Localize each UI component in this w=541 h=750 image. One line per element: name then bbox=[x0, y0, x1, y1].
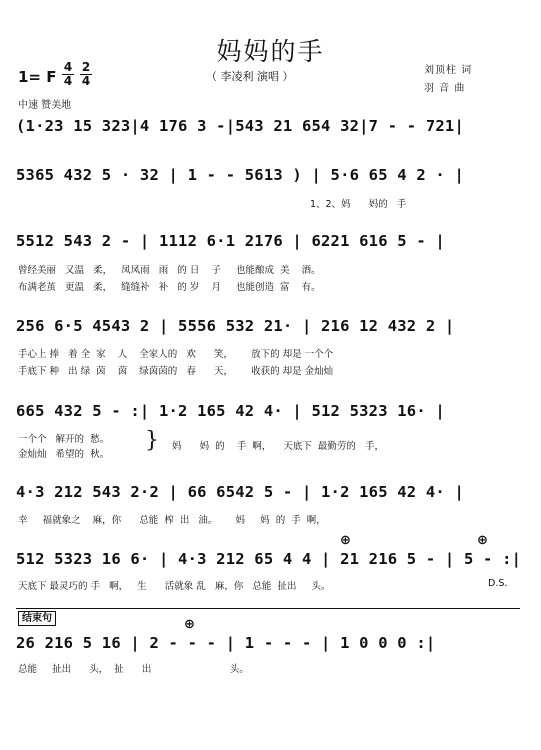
lyric-row-5c: 妈 妈 的 手 啊， 天底下 最勤劳的 手， bbox=[172, 441, 384, 452]
singer-credit: （ 李凌利 演唱 ） bbox=[206, 70, 294, 83]
song-title: 妈妈的手 bbox=[216, 37, 325, 66]
ds-marking: D.S. bbox=[488, 578, 508, 589]
lyric-row-8: 总能 扯出 头， 扯 出 头。 bbox=[18, 664, 249, 675]
lyric-row-4a: 手心上 捧 着 全 家 人 全家人的 欢 笑， 放下的 却是 一个个 bbox=[18, 349, 334, 360]
lyric-row-3b: 布满老茧 更温 柔， 缝缝补 补 的 岁 月 也能创造 富 有。 bbox=[18, 282, 321, 293]
lyric-row-5b: 金灿灿 希望的 秋。 bbox=[18, 449, 110, 460]
ending-divider bbox=[16, 608, 520, 609]
score-row-8: 26 216 5 16 | 2 - - - | 1 - - - | 1 0 0 0 :| bbox=[16, 634, 436, 652]
score-row-6: 4·3 212 543 2·2 | 66 6542 5 - | 1·2 165 42 4· | bbox=[16, 483, 464, 501]
coda-sign-3: ⊕ bbox=[184, 617, 195, 632]
composer-credit: 羽 音 曲 bbox=[424, 83, 466, 94]
lyric-row-3a: 曾经美丽 又温 柔， 凤凤雨 雨 的 日 子 也能酿成 美 酒。 bbox=[18, 265, 321, 276]
coda-sign-1: ⊕ bbox=[340, 533, 351, 548]
score-row-7: 512 5323 16 6· | 4·3 212 65 4 4 | 21 216 5 - | 5 - :| bbox=[16, 550, 522, 568]
score-row-3: 5512 543 2 - | 1112 6·1 2176 | 6221 616 5 - | bbox=[16, 232, 445, 250]
score-row-1: (1·23 15 323|4 176 3 -|543 21 654 32|7 - - 721| bbox=[16, 117, 464, 135]
time-signature-b: 2 4 bbox=[81, 60, 91, 88]
tempo-marking: 中速 赞美地 bbox=[18, 100, 72, 111]
lyric-row-6: 幸 福就象之 麻，你 总能 榨 出 油。 妈 妈 的 手 啊， bbox=[18, 515, 326, 526]
lyric-row-7: 天底下 最灵巧的 手 啊， 生 活就象 乱 麻，你 总能 扯出 头。 bbox=[18, 581, 331, 592]
lyric-row-2: 1、2、妈 妈的 手 bbox=[310, 199, 407, 210]
score-row-5: 665 432 5 - :| 1·2 165 42 4· | 512 5323 16· | bbox=[16, 402, 445, 420]
lyric-row-5a: 一个个 解开的 愁。 bbox=[18, 434, 110, 445]
verse-brace: } bbox=[145, 428, 159, 453]
lyric-row-4b: 手底下 种 出 绿 茵 茵 绿茵茵的 春 天， 收获的 却是 金灿灿 bbox=[18, 366, 334, 377]
key-signature: 1= F bbox=[18, 68, 57, 86]
coda-sign-2: ⊕ bbox=[477, 533, 488, 548]
time-signature-a: 4 4 bbox=[63, 60, 73, 88]
ending-label: 结束句 bbox=[18, 611, 56, 626]
score-row-2: 5365 432 5 · 32 | 1 - - 5613 ) | 5·6 65 4 2 · | bbox=[16, 166, 464, 184]
score-row-4: 256 6·5 4543 2 | 5556 532 21· | 216 12 432 2 | bbox=[16, 317, 455, 335]
lyricist-credit: 刘顶柱 词 bbox=[424, 65, 473, 76]
